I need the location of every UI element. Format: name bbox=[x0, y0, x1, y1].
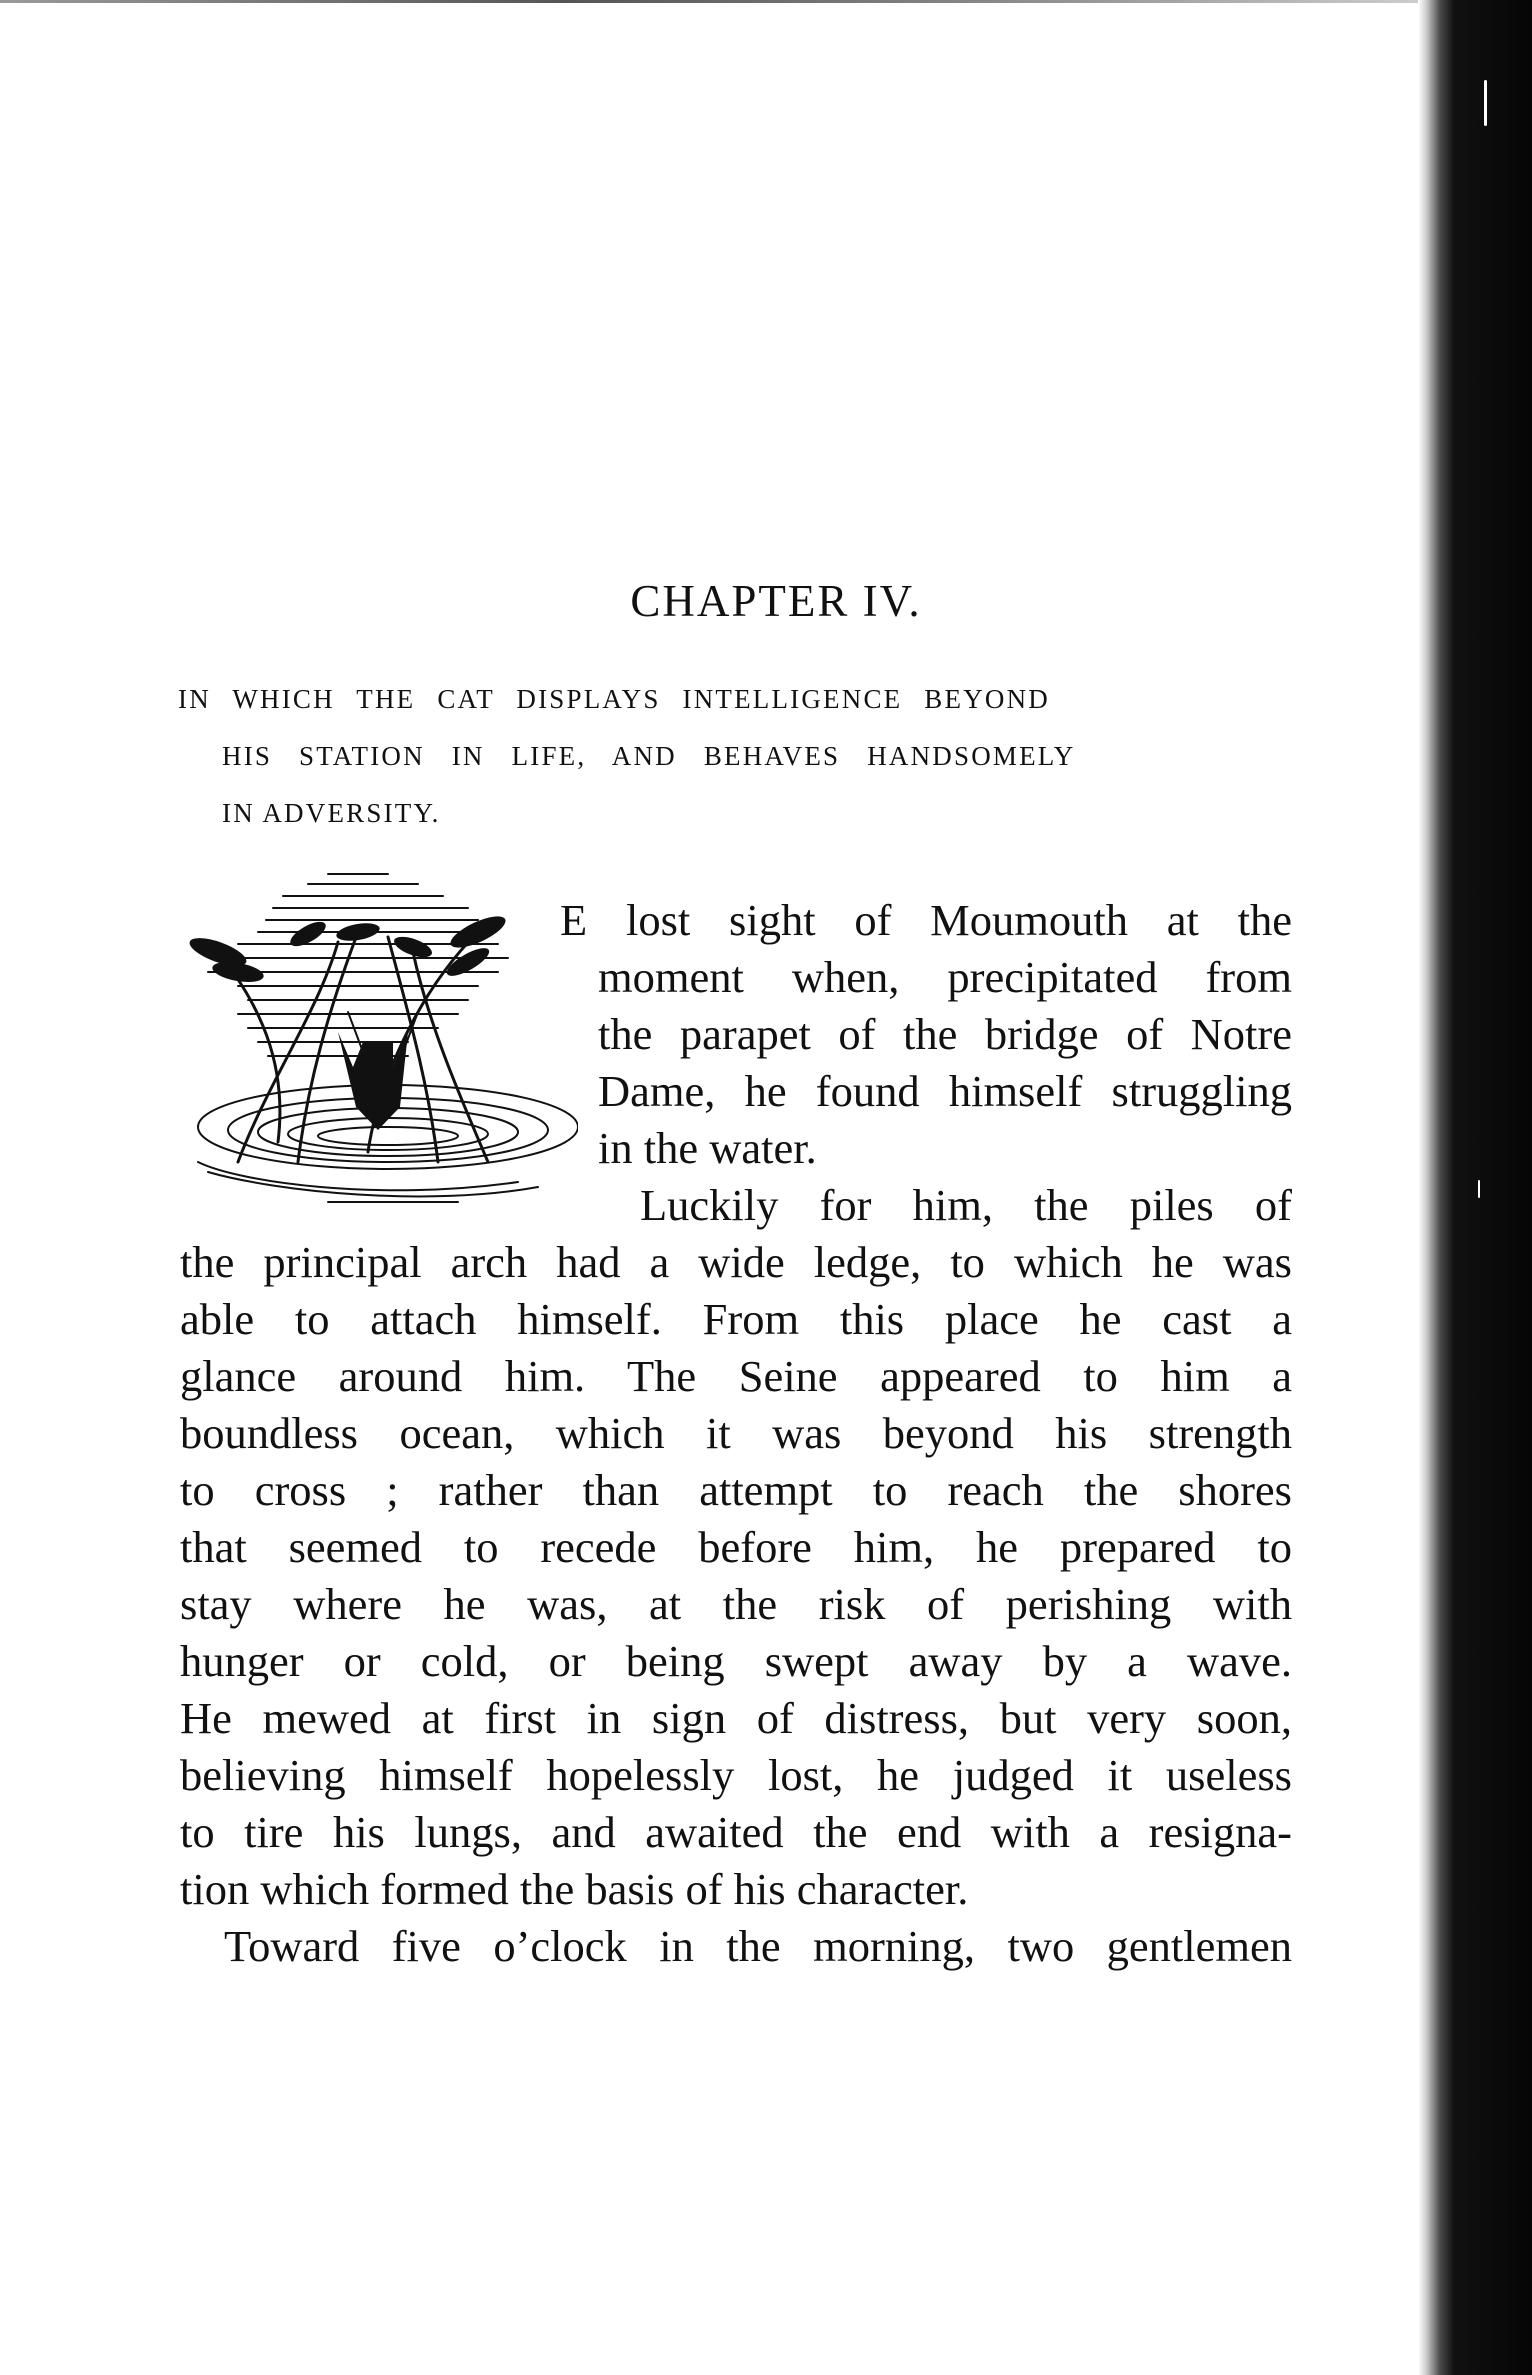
body-line-6: Luckily for him, the piles of bbox=[640, 1180, 1292, 1230]
page-top-edge bbox=[0, 0, 1418, 3]
body-line-5: in the water. bbox=[598, 1123, 817, 1173]
body-line-2: moment when, precipitated from bbox=[598, 952, 1292, 1002]
page-spine-shadow bbox=[1418, 0, 1532, 2375]
reeds-and-water-vignette-icon bbox=[178, 862, 578, 1212]
body-line-9: glance around him. The Seine appeared to him a bbox=[180, 1351, 1292, 1401]
chapter-heading: CHAPTER IV. bbox=[630, 576, 922, 626]
spine-speck bbox=[1484, 80, 1487, 126]
chapter-subtitle-line-1: IN WHICH THE CAT DISPLAYS INTELLIGENCE BEYOND bbox=[178, 684, 1050, 714]
chapter-subtitle-line-3: IN ADVERSITY. bbox=[222, 798, 441, 828]
body-line-1: E lost sight of Moumouth at the bbox=[560, 895, 1292, 945]
body-line-4: Dame, he found himself struggling bbox=[598, 1066, 1292, 1116]
body-line-12: that seemed to recede before him, he prepared to bbox=[180, 1522, 1292, 1572]
spine-speck bbox=[1478, 1180, 1480, 1198]
body-line-8: able to attach himself. From this place he cast a bbox=[180, 1294, 1292, 1344]
body-line-10: boundless ocean, which it was beyond his strength bbox=[180, 1408, 1292, 1458]
body-line-14: hunger or cold, or being swept away by a wave. bbox=[180, 1636, 1292, 1686]
body-line-13: stay where he was, at the risk of perishing with bbox=[180, 1579, 1292, 1629]
body-line-19: Toward five o’clock in the morning, two gentlemen bbox=[224, 1921, 1292, 1971]
chapter-subtitle-line-2: HIS STATION IN LIFE, AND BEHAVES HANDSOMELY bbox=[222, 741, 1076, 771]
body-line-7: the principal arch had a wide ledge, to which he was bbox=[180, 1237, 1292, 1287]
body-line-18: tion which formed the basis of his character. bbox=[180, 1864, 969, 1914]
body-line-17: to tire his lungs, and awaited the end with a resigna- bbox=[180, 1807, 1292, 1857]
body-line-16: believing himself hopelessly lost, he judged it useless bbox=[180, 1750, 1292, 1800]
body-line-11: to cross ; rather than attempt to reach the shores bbox=[180, 1465, 1292, 1515]
body-line-3: the parapet of the bridge of Notre bbox=[598, 1009, 1292, 1059]
body-line-15: He mewed at first in sign of distress, but very soon, bbox=[180, 1693, 1292, 1743]
